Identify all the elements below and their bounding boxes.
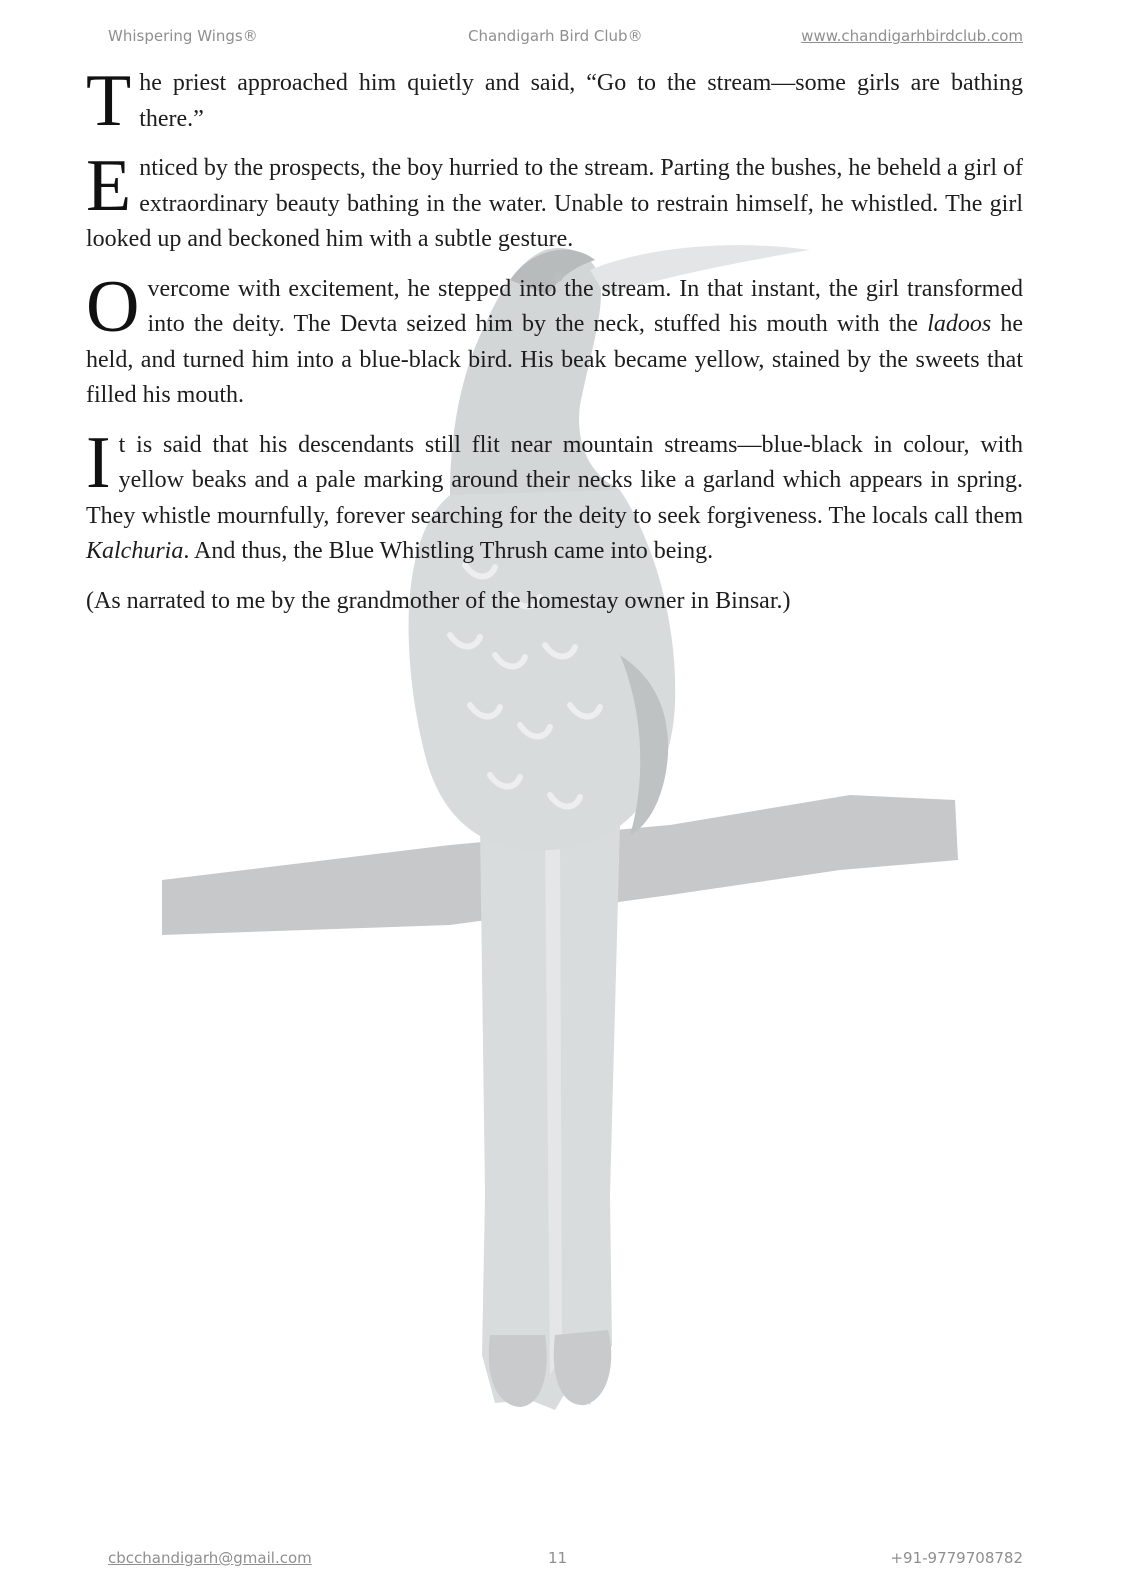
header-club-name: Chandigarh Bird Club®: [468, 27, 643, 45]
paragraph-text: t is said that his descendants still flit near mountain streams—blue-black in colour, with yellow beaks and a pale marking around their necks like a garland which appears in spring. They whistle mournfully, forever searching for the deity to seek forgiveness. The locals call them: [86, 431, 1023, 529]
header-website-link[interactable]: www.chandigarhbirdclub.com: [801, 27, 1023, 45]
header-publication-title: Whispering Wings®: [108, 27, 258, 45]
footer-phone: +91-9779708782: [890, 1549, 1023, 1567]
paragraph-3: [86, 265, 1023, 414]
dropcap-letter: T: [86, 60, 132, 142]
narration-note: (As narrated to me by the grandmother of the homestay owner in Binsar.): [86, 587, 791, 614]
dropcap-letter: E: [86, 145, 132, 227]
italic-term-kalchuria: Kalchuria: [86, 538, 184, 564]
article-body: [86, 60, 1023, 633]
paragraph-text-continued: . And thus, the Blue Whistling Thrush came into being.: [183, 538, 714, 564]
paragraph-text: nticed by the prospects, the boy hurried to the stream. Parting the bushes, he beheld a girl of extraordinary beauty bathing in the water. Unable to restrain himself, he whistled. The girl looked up and beckoned him with a subtle gesture.: [86, 155, 1023, 252]
paragraph-1: [86, 60, 1023, 142]
paragraph-2: [86, 145, 1023, 258]
dropcap-letter: O: [86, 265, 140, 348]
paragraph-text: vercome with excitement, he stepped into the stream. In that instant, the girl transformed into the deity. The Devta seized him by the neck, stuffed his mouth with the: [147, 275, 1023, 337]
page-footer: [108, 1549, 1023, 1571]
paragraph-4: [86, 421, 1023, 570]
footer-email-link[interactable]: cbcchandigarh@gmail.com: [108, 1549, 312, 1567]
page-header: [108, 27, 1023, 49]
dropcap-letter: I: [86, 421, 111, 504]
paragraph-text: he priest approached him quietly and said, “Go to the stream—some girls are bathing there.”: [139, 70, 1023, 132]
page-number: 11: [548, 1549, 568, 1567]
italic-term-ladoos: ladoos: [927, 311, 992, 337]
paragraph-text-continued: he held, and turned him into a blue-black bird. His beak became yellow, stained by the sweets that filled his mouth.: [86, 311, 1023, 408]
